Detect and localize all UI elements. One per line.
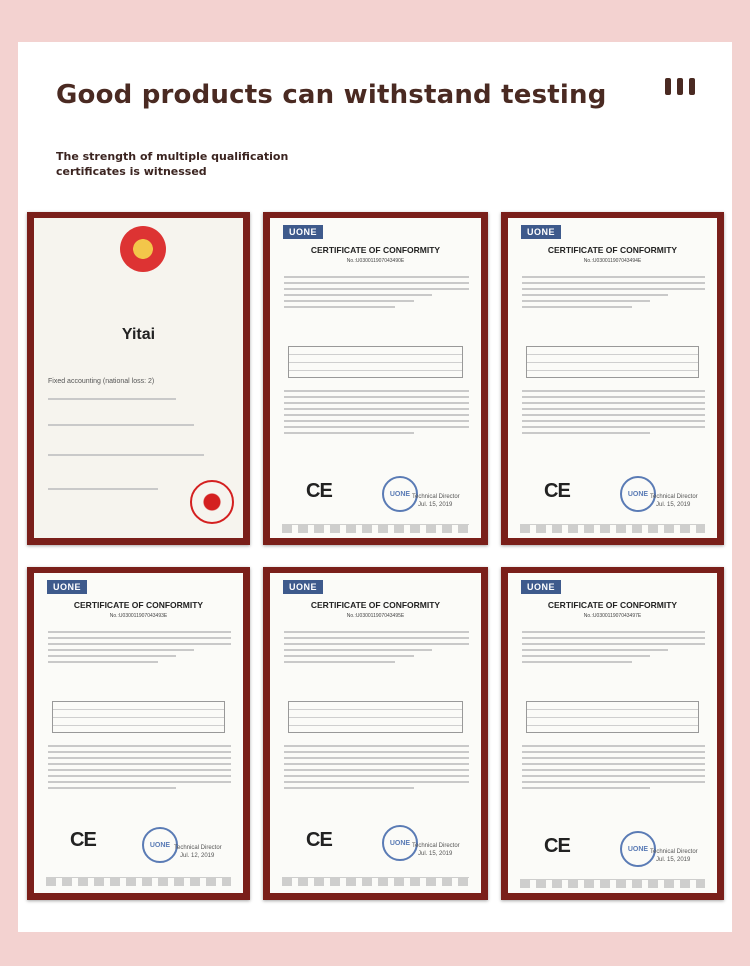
signer-title: Technical Director xyxy=(412,494,460,500)
certificate-title: CERTIFICATE OF CONFORMITY xyxy=(310,245,441,255)
signer-title: Technical Director xyxy=(650,494,698,500)
certificate-date: Jul. 15, 2019 xyxy=(418,851,453,857)
uone-stamp-icon: UONE xyxy=(382,476,418,512)
uone-stamp-icon: UONE xyxy=(620,831,656,867)
certificate-number: No.:U030011907043490E xyxy=(346,258,405,264)
uone-stamp-icon: UONE xyxy=(382,825,418,861)
signer-title: Technical Director xyxy=(412,843,460,849)
decorative-bars-icon xyxy=(665,78,695,95)
uone-logo: UONE xyxy=(521,580,561,594)
certificate-date: Jul. 15, 2019 xyxy=(418,502,453,508)
uone-logo: UONE xyxy=(283,225,323,239)
license-note: Fixed accounting (national loss: 2) xyxy=(48,378,155,385)
certificate-2 xyxy=(501,212,724,545)
ce-mark-icon: CE xyxy=(306,480,332,502)
certificate-footer xyxy=(520,524,705,533)
ce-mark-icon: CE xyxy=(544,480,570,502)
page-subtitle: The strength of multiple qualification certificates is witnessed xyxy=(56,150,289,178)
certificate-footer xyxy=(282,877,469,886)
license-company-name: Yitai xyxy=(121,326,156,343)
certificate-title: CERTIFICATE OF CONFORMITY xyxy=(310,600,441,610)
uone-logo: UONE xyxy=(521,225,561,239)
certificate-number: No.:U030011907043495E xyxy=(346,613,405,619)
certificate-1 xyxy=(263,212,488,545)
certificate-title: CERTIFICATE OF CONFORMITY xyxy=(547,600,678,610)
certificate-number: No.:U030011907043497E xyxy=(583,613,642,619)
certificate-footer xyxy=(282,524,469,533)
page-title: Good products can withstand testing xyxy=(56,80,607,110)
ce-mark-icon: CE xyxy=(70,829,96,851)
certificate-title: CERTIFICATE OF CONFORMITY xyxy=(547,245,678,255)
signer-title: Technical Director xyxy=(650,849,698,855)
red-seal-icon xyxy=(190,480,234,524)
ce-mark-icon: CE xyxy=(544,835,570,857)
certificate-3 xyxy=(27,567,250,900)
certificate-date: Jul. 12, 2019 xyxy=(180,853,215,859)
content-card xyxy=(18,42,732,932)
certificate-date: Jul. 15, 2019 xyxy=(656,857,691,863)
signer-title: Technical Director xyxy=(174,845,222,851)
certificate-title: CERTIFICATE OF CONFORMITY xyxy=(73,600,204,610)
certificate-4 xyxy=(263,567,488,900)
certificate-footer xyxy=(520,879,705,888)
uone-stamp-icon: UONE xyxy=(620,476,656,512)
certificate-number: No.:U030011907043494E xyxy=(583,258,642,264)
national-emblem-icon xyxy=(120,226,166,272)
certificate-footer xyxy=(46,877,231,886)
certificate-number: No.:U030011907043493E xyxy=(109,613,168,619)
uone-logo: UONE xyxy=(47,580,87,594)
certificate-5 xyxy=(501,567,724,900)
business-license xyxy=(27,212,250,545)
uone-logo: UONE xyxy=(283,580,323,594)
ce-mark-icon: CE xyxy=(306,829,332,851)
uone-stamp-icon: UONE xyxy=(142,827,178,863)
certificate-date: Jul. 15, 2019 xyxy=(656,502,691,508)
